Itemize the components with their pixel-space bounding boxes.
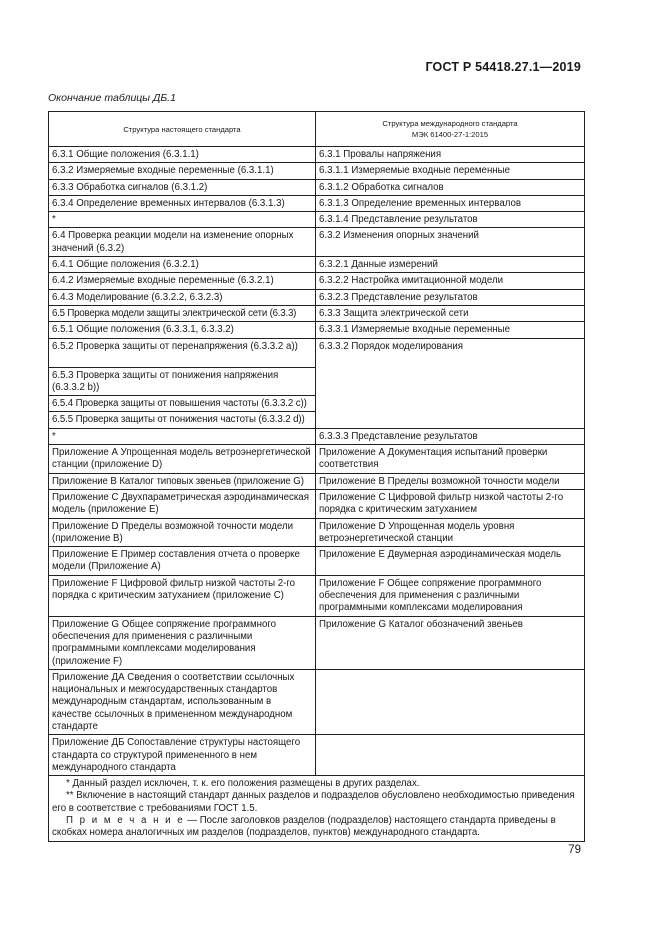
cell-international: Приложение G Каталог обозначений звеньев xyxy=(316,616,585,669)
table-row xyxy=(49,257,585,273)
column-header-international xyxy=(316,112,585,147)
table-row xyxy=(49,445,585,474)
cell-national: Приложение Е Пример составления отчета о проверке модели (Приложение А) xyxy=(49,547,316,576)
cell-international: 6.3.3 Защита электрической сети xyxy=(316,305,585,321)
document-header: ГОСТ Р 54418.27.1—2019 xyxy=(425,60,581,74)
cell-national: 6.4.3 Моделирование (6.3.2.2, 6.3.2.3) xyxy=(49,289,316,305)
cell-national: Приложение G Общее сопряжение программного обеспечения для применения с различными программными комплексами моделирования (приложение F) xyxy=(49,616,316,669)
cell-international: 6.3.2.3 Представление результатов xyxy=(316,289,585,305)
cell-national: Приложение F Цифровой фильтр низкой частоты 2-го порядка с критическим затуханием (приложение С) xyxy=(49,575,316,616)
table-row xyxy=(49,489,585,518)
note-text: — После заголовков разделов (подразделов) настоящего стандарта приведены в скобках номера аналогичных им разделов (подразделов, пунктов) международного стандарта. xyxy=(52,815,556,839)
cell-international: 6.3.3.1 Измеряемые входные переменные xyxy=(316,322,585,338)
table-continuation-caption: Окончание таблицы ДБ.1 xyxy=(48,92,176,104)
column-header-intl-line1: Структура международного стандарта xyxy=(382,119,518,128)
cell-international: 6.3.3.2 Порядок моделирования xyxy=(316,338,585,428)
cell-international: 6.3.1.3 Определение временных интервалов xyxy=(316,195,585,211)
cell-international: 6.3.1.4 Представление результатов xyxy=(316,212,585,228)
table-row xyxy=(49,616,585,669)
column-header-intl-line2: МЭК 61400-27-1:2015 xyxy=(411,130,489,139)
cell-national: 6.5.3 Проверка защиты от понижения напряжения (6.3.3.2 b)) xyxy=(49,367,316,396)
cell-international: 6.3.1 Провалы напряжения xyxy=(316,147,585,163)
cell-national: 6.5 Проверка модели защиты электрической сети (6.3.3) xyxy=(49,305,316,321)
cell-national: Приложение D Пределы возможной точности модели (приложение В) xyxy=(49,518,316,547)
cell-international: Приложение F Общее сопряжение программного обеспечения для применения с различными программными комплексами моделирования xyxy=(316,575,585,616)
cell-national: Приложение С Двухпараметрическая аэродинамическая модель (приложение E) xyxy=(49,489,316,518)
cell-national: Приложение В Каталог типовых звеньев (приложение G) xyxy=(49,473,316,489)
cell-international: Приложение А Документация испытаний проверки соответствия xyxy=(316,445,585,474)
cell-national: 6.5.5 Проверка защиты от понижения частоты (6.3.3.2 d)) xyxy=(49,412,316,428)
table-row xyxy=(49,428,585,444)
column-header-national: Структура настоящего стандарта xyxy=(49,112,316,147)
cell-national: 6.5.4 Проверка защиты от повышения частоты (6.3.3.2 c)) xyxy=(49,396,316,412)
table-note xyxy=(52,815,580,840)
table-row xyxy=(49,305,585,321)
cell-national: 6.4.2 Измеряемые входные переменные (6.3.2.1) xyxy=(49,273,316,289)
cell-national: 6.4.1 Общие положения (6.3.2.1) xyxy=(49,257,316,273)
cell-national: Приложение ДБ Сопоставление структуры настоящего стандарта со структурой примененного в нем международного стандарта xyxy=(49,735,316,776)
cell-international xyxy=(316,669,585,734)
table-row xyxy=(49,735,585,776)
table-row xyxy=(49,228,585,257)
cell-national: 6.3.3 Обработка сигналов (6.3.1.2) xyxy=(49,179,316,195)
cell-national: 6.3.4 Определение временных интервалов (6.3.1.3) xyxy=(49,195,316,211)
cell-international: Приложение D Упрощенная модель уровня ветроэнергетической станции xyxy=(316,518,585,547)
cell-national: 6.4 Проверка реакции модели на изменение опорных значений (6.3.2) xyxy=(49,228,316,257)
cell-international: 6.3.2.2 Настройка имитационной модели xyxy=(316,273,585,289)
cell-national: Приложение ДА Сведения о соответствии ссылочных национальных и межгосударственных стандартов международным стандартам, использованным в качестве ссылочных в примененном международном стандарте xyxy=(49,669,316,734)
table-header-row xyxy=(49,112,585,147)
cell-national: 6.3.2 Измеряемые входные переменные (6.3.1.1) xyxy=(49,163,316,179)
table-row xyxy=(49,163,585,179)
table-row xyxy=(49,322,585,338)
table-row xyxy=(49,179,585,195)
cell-national: 6.5.2 Проверка защиты от перенапряжения (6.3.3.2 a)) xyxy=(49,338,316,367)
table-row xyxy=(49,547,585,576)
table-row xyxy=(49,575,585,616)
footnote-double-asterisk: ** Включение в настоящий стандарт данных разделов и подразделов обусловлено необходимостью приведения его в соответствие с требованиями ГОСТ 1.5. xyxy=(52,790,575,814)
table-row xyxy=(49,473,585,489)
table-footnotes xyxy=(49,776,585,841)
cell-international: 6.3.2 Изменения опорных значений xyxy=(316,228,585,257)
comparison-table xyxy=(48,111,585,842)
cell-international: Приложение С Цифровой фильтр низкой частоты 2-го порядка с критическим затуханием xyxy=(316,489,585,518)
table-row xyxy=(49,289,585,305)
cell-international: 6.3.2.1 Данные измерений xyxy=(316,257,585,273)
table-row xyxy=(49,195,585,211)
cell-national: Приложение А Упрощенная модель ветроэнергетической станции (приложение D) xyxy=(49,445,316,474)
page-number: 79 xyxy=(568,844,581,856)
table-footer-row xyxy=(49,776,585,841)
cell-national-excluded: * xyxy=(49,212,316,228)
table-row xyxy=(49,147,585,163)
cell-national-excluded: * xyxy=(49,428,316,444)
table-row xyxy=(49,338,585,367)
cell-international xyxy=(316,735,585,776)
cell-international: Приложение Е Двумерная аэродинамическая модель xyxy=(316,547,585,576)
footnote-single-asterisk: * Данный раздел исключен, т. к. его положения размещены в других разделах. xyxy=(66,778,420,790)
cell-national: 6.5.1 Общие положения (6.3.3.1, 6.3.3.2) xyxy=(49,322,316,338)
cell-international: 6.3.1.1 Измеряемые входные переменные xyxy=(316,163,585,179)
table-row xyxy=(49,212,585,228)
table-row xyxy=(49,669,585,734)
table-row xyxy=(49,273,585,289)
cell-international: 6.3.1.2 Обработка сигналов xyxy=(316,179,585,195)
note-label: П р и м е ч а н и е xyxy=(66,815,185,827)
cell-national: 6.3.1 Общие положения (6.3.1.1) xyxy=(49,147,316,163)
cell-international: Приложение В Пределы возможной точности модели xyxy=(316,473,585,489)
cell-international: 6.3.3.3 Представление результатов xyxy=(316,428,585,444)
table-row xyxy=(49,518,585,547)
